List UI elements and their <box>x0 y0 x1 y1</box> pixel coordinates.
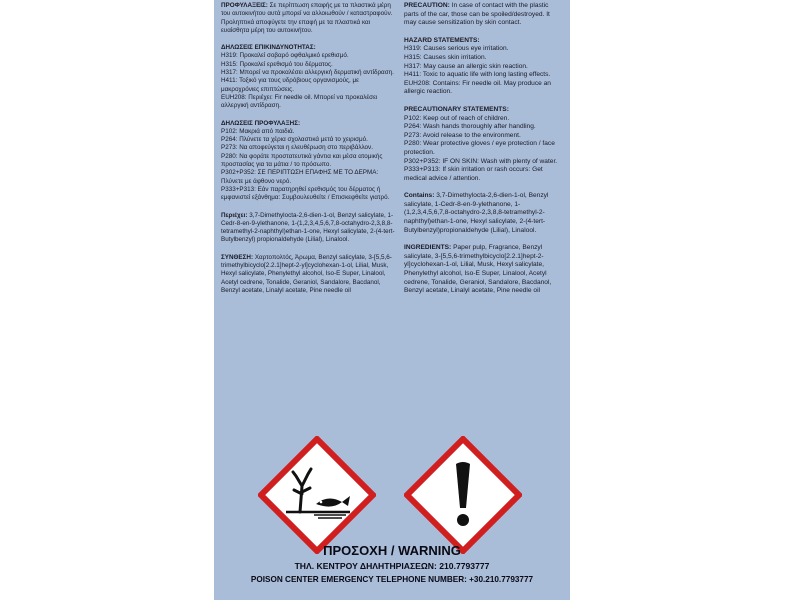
english-column <box>404 2 564 305</box>
greek-hazard-statements <box>221 44 395 110</box>
english-poison-center-phone: POISON CENTER EMERGENCY TELEPHONE NUMBER: +30.210.7793777 <box>250 575 534 584</box>
greek-composition <box>221 254 395 295</box>
greek-hazard-line: H317: Μπορεί να προκαλέσει αλλεργική δερματική αντίδραση. <box>221 69 394 77</box>
greek-composition-label: ΣΥΝΘΕΣΗ: <box>221 253 254 261</box>
english-precaution-label: PRECAUTION: <box>404 2 450 9</box>
greek-hazard-line: EUH208: Περιέχει: Fir needle oil. Μπορεί να προκαλέσει αλλεργική αντίδραση. <box>221 93 378 110</box>
english-ingredients <box>404 244 564 296</box>
english-hazard-line: H319: Causes serious eye irritation. <box>404 45 509 53</box>
exclamation-mark-pictogram <box>404 436 522 554</box>
english-contains <box>404 192 564 235</box>
greek-contains <box>221 212 395 245</box>
greek-contains-label: Περιέχει: <box>221 211 248 219</box>
english-hazard-line: H411: Toxic to aquatic life with long lasting effects. <box>404 71 551 79</box>
english-precautionary-heading: PRECAUTIONARY STATEMENTS: <box>404 105 509 113</box>
greek-precautionary-line: P102: Μακριά από παιδιά. <box>221 127 295 135</box>
greek-precautionary-line: P280: Να φοράτε προστατευτικά γάντια και μέσα ατομικής προστασίας για τα μάτια / το πρόσωπο. <box>221 152 383 169</box>
greek-precautionary-heading: ΔΗΛΩΣΕΙΣ ΠΡΟΦΥΛΑΞΗΣ: <box>221 119 301 127</box>
product-label <box>214 0 570 600</box>
english-precautionary-line: P280: Wear protective gloves / eye protection / face protection. <box>404 140 555 156</box>
greek-composition-text: Χαρτοπολτός, Άρωμα, Benzyl salicylate, 3-[5,5,6-trimethylbicyclo[2.2.1]hept-2-yl]cyclohexan-1-ol, Lilial, Musk, Hexyl salicylate, Phenylethyl alcohol, Iso-E Super, Linalool, Acetyl cedrene, Tonalide, Geraniol, Sandalore, Bacdanol, Benzyl acetate, Linalyl acetate, Pine needle oil <box>221 253 392 294</box>
environment-hazard-pictogram <box>258 436 376 554</box>
greek-precautionary-line: P273: Να αποφεύγεται η ελευθέρωση στο περιβάλλον. <box>221 144 373 152</box>
english-precautionary-line: P264: Wash hands thoroughly after handling. <box>404 123 536 131</box>
greek-hazard-line: H315: Προκαλεί ερεθισμό του δέρματος. <box>221 60 333 68</box>
english-ingredients-label: INGREDIENTS: <box>404 244 452 252</box>
english-contains-label: Contains: <box>404 192 435 200</box>
english-precaution-text: In case of contact with the plastic parts of the car, those can be spoiled/destroyed. It may cause sensitization by skin contact. <box>404 2 550 27</box>
greek-precautionary-line: P333+P313: Εάν παρατηρηθεί ερεθισμός του δέρματος ή εμφανιστεί εξάνθημα: Συμβουλευθείτε / Επισκεφθείτε γιατρό. <box>221 185 390 202</box>
greek-precautionary-statements <box>221 120 395 203</box>
greek-precautionary-line: P302+P352: ΣΕ ΠΕΡΙΠΤΩΣΗ ΕΠΑΦΗΣ ΜΕ ΤΟ ΔΕΡΜΑ: Πλύνετε με άφθονο νερό. <box>221 169 379 185</box>
greek-column <box>221 2 395 304</box>
english-precautionary-line: P333+P313: If skin irritation or rash occurs: Get medical advice / attention. <box>404 166 543 182</box>
english-contains-text: 3,7-Dimethylocta-2,6-dien-1-ol, Benzyl salicylate, 1-Cedr-8-en-9-ylethanone, 1-(1,2,3,4,5,6,7,8-octahydro-2,3,8,8-tetramethyl-2-naphthyl)ethan-1-one, Hexyl salicylate, 2-(4-tert-Butylbenzyl)propionaldehyde (Lilial), Linalool. <box>404 192 549 234</box>
greek-precaution <box>221 2 395 35</box>
english-precautionary-line: P102: Keep out of reach of children. <box>404 114 510 122</box>
english-hazard-heading: HAZARD STATEMENTS: <box>404 36 480 44</box>
english-precaution <box>404 2 564 28</box>
english-hazard-line: H315: Causes skin irritation. <box>404 53 487 61</box>
english-hazard-line: H317: May cause an allergic skin reaction. <box>404 62 528 70</box>
english-precautionary-line: P273: Avoid release to the environment. <box>404 131 521 139</box>
greek-poison-center-phone: ΤΗΛ. ΚΕΝΤΡΟΥ ΔΗΛΗΤΗΡΙΑΣΕΩΝ: 210.7793777 <box>294 561 490 571</box>
greek-precaution-text: Σε περίπτωση επαφής με τα πλαστικά μέρη του αυτοκινήτου αυτά μπορεί να αλλοιωθούν / καταστραφούν. Προληπτικά αποφύγετε την επαφή με τα πλαστικά και ευαίσθητα μέρη του αυτοκινήτου. <box>221 2 393 34</box>
english-hazard-line: EUH208: Contains: Fir needle oil. May produce an allergic reaction. <box>404 79 551 96</box>
english-hazard-statements <box>404 37 564 97</box>
greek-hazard-line: H411: Τοξικό για τους υδρόβιους οργανισμούς, με μακροχρόνιες επιπτώσεις. <box>221 77 359 93</box>
english-precautionary-statements <box>404 106 564 183</box>
english-precautionary-line: P302+P352: IF ON SKIN: Wash with plenty of water. <box>404 157 558 165</box>
greek-hazard-line: H319: Προκαλεί σοβαρό οφθαλμικό ερεθισμό. <box>221 52 349 60</box>
greek-precaution-label: ΠΡΟΦΥΛΑΞΕΙΣ: <box>221 2 268 9</box>
english-ingredients-text: Paper pulp, Fragrance, Benzyl salicylate, 3-[5,5,6-trimethylbicyclo[2.2.1]hept-2-yl]cyclohexan-1-ol, Lilial, Musk, Hexyl salicylate, Phenylethyl alcohol, Iso-E Super, Linalool, Acetyl cedrene, Tonalide, Geraniol, Sandalore, Bacdanol, Benzyl acetate, Linalyl acetate, Pine needle oil <box>404 244 552 295</box>
signal-word: ΠΡΟΣΟΧΗ / WARNING <box>323 543 461 558</box>
greek-contains-text: 3,7-Dimethylocta-2,6-dien-1-ol, Benzyl salicylate, 1-Cedr-8-en-9-ylethanone, 1-(1,2,3,4,5,6,7,8-octahydro-2,3,8,8-tetramethyl-2-naphthyl)ethan-1-one, Hexyl salicylate, 2-(4-tert-Butylbenzyl) propionaldehyde (Lilial), Linalool. <box>221 211 395 244</box>
greek-precautionary-line: P264: Πλύνετε τα χέρια σχολαστικά μετά το χειρισμό. <box>221 136 368 144</box>
greek-hazard-heading: ΔΗΛΩΣΕΙΣ ΕΠΙΚΙΝΔΥΝΟΤΗΤΑΣ: <box>221 44 316 52</box>
